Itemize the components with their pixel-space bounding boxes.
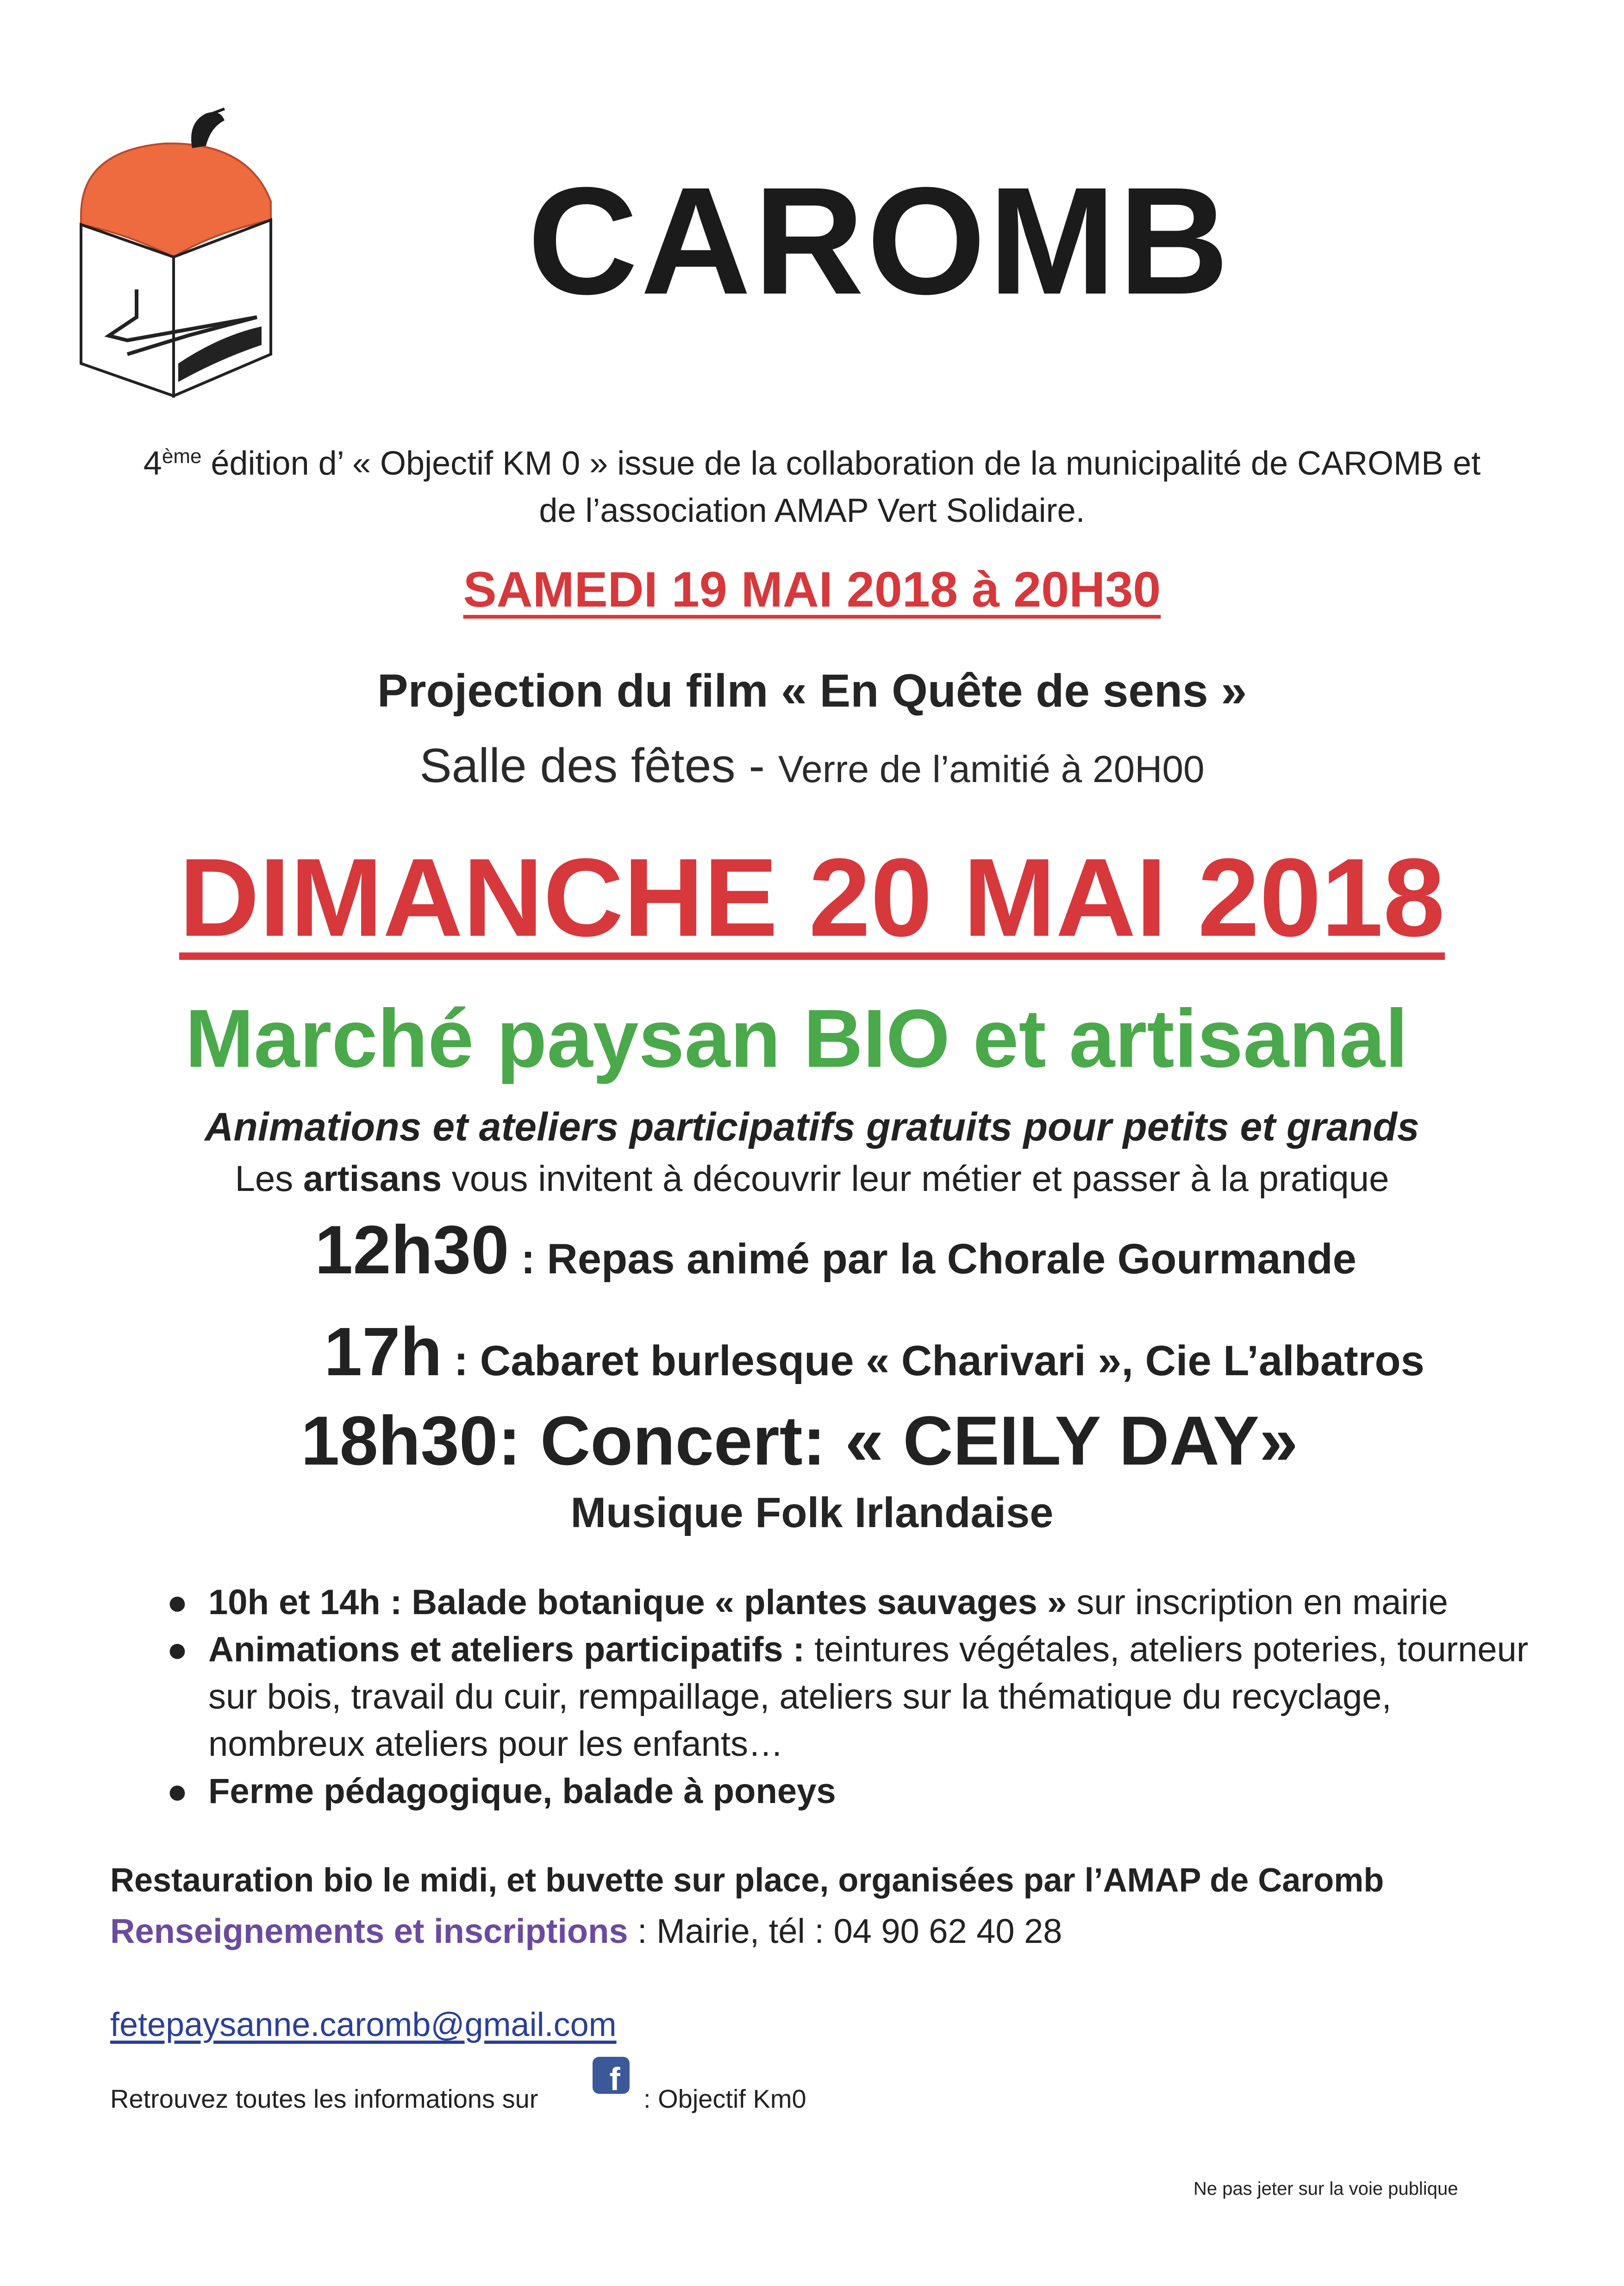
schedule-time: 12h30 (315, 1212, 509, 1288)
renseignements-label: Renseignements et inscriptions (110, 1912, 628, 1950)
facebook-icon[interactable] (592, 2056, 631, 2095)
retrouvez-text: Retrouvez toutes les informations sur (110, 2084, 538, 2113)
salle-info: Salle des fêtes - Verre de l’amitié à 20H00 (419, 739, 1205, 793)
verre-amitie: Verre de l’amitié à 20H00 (778, 748, 1205, 790)
animations-subtitle: Animations et ateliers participatifs gratuits pour petits et grands (205, 1105, 1419, 1149)
salle-place: Salle des fêtes (419, 739, 736, 793)
dimanche-date-heading: DIMANCHE 20 MAI 2018 (179, 835, 1445, 959)
activities-list (157, 1579, 1546, 1815)
intro-text (0, 433, 1624, 534)
ne-pas-jeter-notice: Ne pas jeter sur la voie publique (1193, 2179, 1458, 2199)
list-item: ● Animations et ateliers participatifs : teintures végétales, ateliers poteries, tourneur sur bois, travail du cuir, rempaillage, ateliers sur la thématique du recyclage, nombreux ateliers pour les enfants… (157, 1626, 1546, 1768)
bullet-icon: ● (167, 1583, 188, 1622)
schedule-text: Cabaret burlesque « Charivari », Cie L’albatros (480, 1337, 1424, 1384)
bird-box-logo-icon (72, 95, 285, 401)
intro-line-1: 4ème édition d’ « Objectif KM 0 » issue de la collaboration de la municipalité de CAROMB et (143, 445, 1481, 482)
bullet-icon: ● (167, 1772, 188, 1811)
schedule-text: Repas animé par la Chorale Gourmande (547, 1235, 1356, 1283)
artisans-line: Les artisans vous invitent à découvrir leur métier et passer à la pratique (235, 1158, 1389, 1199)
svg-text:f: f (609, 2061, 620, 2095)
renseignements-info: Renseignements et inscriptions : Mairie, tél : 04 90 62 40 28 (110, 1912, 1062, 1950)
email-link[interactable]: fetepaysanne.caromb@gmail.com (110, 2006, 617, 2043)
schedule-item-1230: 12h30 : Repas animé par la Chorale Gourmande (315, 1212, 1356, 1288)
samedi-date-heading: SAMEDI 19 MAI 2018 à 20H30 (463, 561, 1161, 617)
bullet-icon: ● (167, 1630, 188, 1669)
page-title: CAROMB (527, 155, 1232, 326)
restauration-info: Restauration bio le midi, et buvette sur place, organisées par l’AMAP de Caromb (110, 1862, 1384, 1899)
intro-line-2: de l’association AMAP Vert Solidaire. (539, 492, 1085, 529)
list-item: ● 10h et 14h : Balade botanique « plantes sauvages » sur inscription en mairie (157, 1579, 1546, 1626)
projection-title: Projection du film « En Quête de sens » (377, 665, 1247, 717)
concert-genre: Musique Folk Irlandaise (570, 1489, 1054, 1536)
list-item: ● Ferme pédagogique, balade à poneys (157, 1768, 1546, 1815)
objectif-km0-page: : Objectif Km0 (643, 2084, 806, 2113)
marche-heading: Marché paysan BIO et artisanal (185, 992, 1408, 1084)
schedule-time: 17h (324, 1314, 443, 1390)
schedule-item-17h: 17h : Cabaret burlesque « Charivari », Cie L’albatros (324, 1314, 1424, 1390)
schedule-item-1830-concert: 18h30: Concert: « CEILY DAY» (301, 1402, 1298, 1479)
